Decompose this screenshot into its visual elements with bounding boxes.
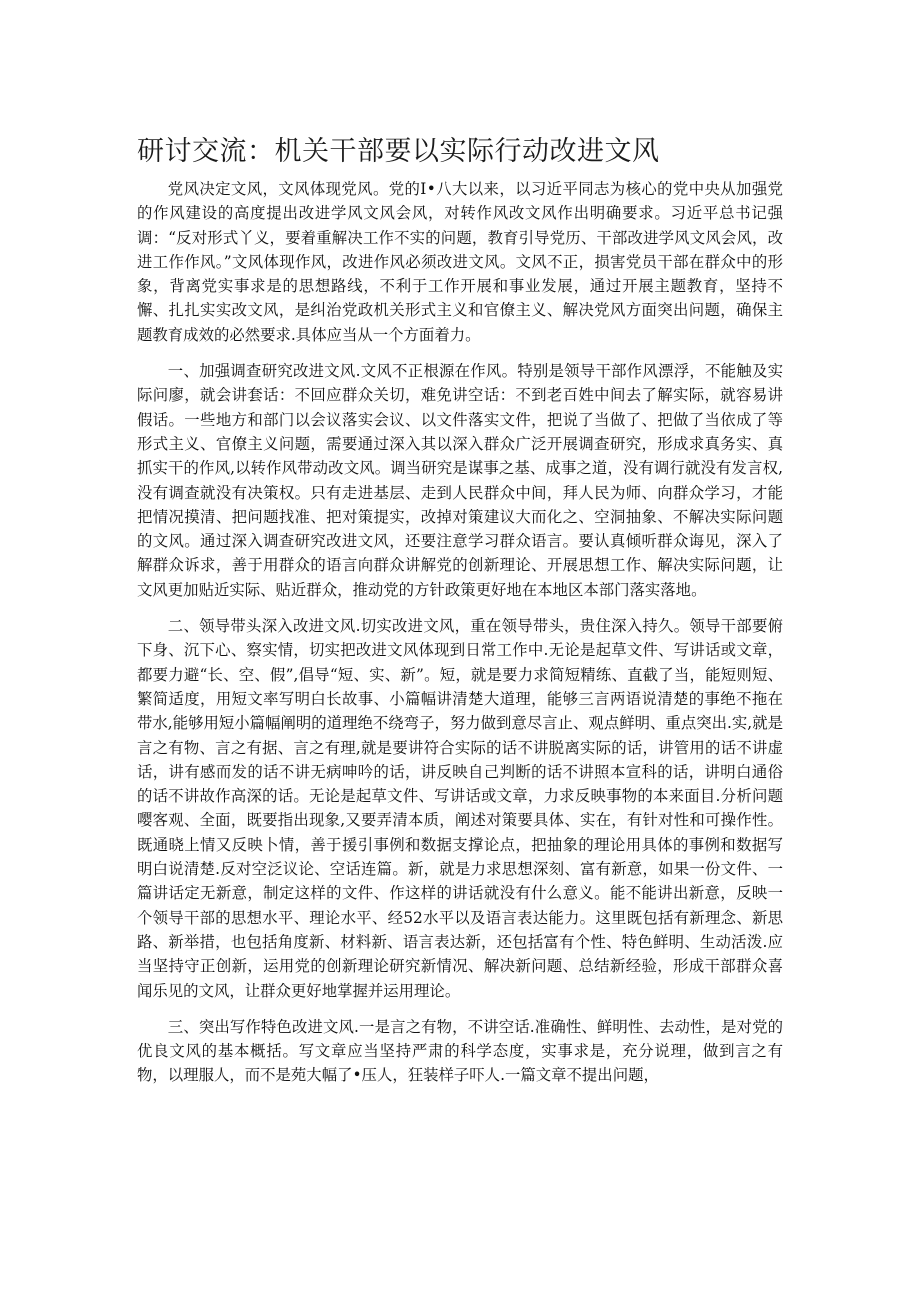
document-body <box>137 177 783 1100</box>
paragraph-section-1: 一、加强调查研究改进文风.文风不正根源在作风。特别是领导干部作风漂浮，不能触及实际问廖，就会讲套话：不回应群众关切，难免讲空话：不到老百姓中间去了解实际，就容易讲假话。一些地方和部门以会议落实会议、以文件落实文件，把说了当做了、把做了当依成了等形式主义、官僚主义问题，需要通过深入其以深入群众广泛开展调查研究，形成求真务实、真抓实干的作风,以转作风带动改文风。调当研究是谋事之基、成事之道，没有调行就没有发言权,没有调查就没有决策权。只有走进基层、走到人民群众中间，拜人民为师、向群众学习，才能把情况摸清、把问题找准、把对策提实，改掉对策建议大而化之、空洞抽象、不解决实际问题的文风。通过深入调查研究改进文风，还要注意学习群众语言。要认真倾听群众诲见，深入了解群众诉求，善于用群众的语言向群众讲解党的创新理论、开展思想工作、解决实际问题，让文风更加贴近实际、贴近群众，推动党的方针政策更好地在本地区本部门落实落地。 <box>137 362 783 599</box>
document-title: 研讨交流：机关干部要以实际行动改进文风 <box>137 136 660 167</box>
paragraph-intro: 党风决定文风，文风体现党风。党的Ⅰ•八大以来，以习近平同志为核心的党中央从加强党的作风建设的高度提出改进学风文风会风，对转作风改文风作出明确要求。习近平总书记强调：“反对形式丫义，要着重解决工作不实的问题，教育引导党历、干部改进学风文风会风，改进工作作风。”文风体现作风，改进作风必须改进文风。文风不正，损害党员干部在群众中的形象，背离党实事求是的思想路线，不利于工作开展和事业发展，通过开展主题教育，坚持不懈、扎扎实实改文风，是纠治党政机关形式主义和官僚主义、解决党风方面突出问题，确保主题教育成效的必然要求.具体应当从一个方面着力。 <box>137 180 783 344</box>
paragraph-section-3: 三、突出写作特色改进文风.一是言之有物，不讲空话.准确性、鲜明性、去动性，是对党的优良文风的基本概括。写文章应当坚持严肃的科学态度，实事求是，充分说理，做到言之有物，以理服人，而不是苑大幅了•压人，狂装样子吓人.一篇文章不提出问题， <box>137 1017 783 1085</box>
paragraph-section-2: 二、领导带头深入改进文风.切实改进文风，重在领导带头，贵住深入持久。领导干部要俯下身、沉下心、察实情，切实把改进文风体现到日常工作中.无论是起草文件、写讲话或文章，都要力避“长、空、假”,倡导“短、实、新”。短，就是要力求简短精练、直截了当，能短则短、繁简适度，用短文率写明白长故事、小篇幅讲清楚大道理，能够三言两语说清楚的事绝不拖在带水,能够用短小篇幅阐明的道理绝不绕弯子，努力做到意尽言止、观点鲜明、重点突出.实,就是言之有物、言之有据、言之有理,就是要讲符合实际的话不讲脱离实际的话，讲管用的话不讲虚话，讲有感而发的话不讲无病呻吟的话，讲反映自己判断的话不讲照本宣科的话，讲明白通俗的话不讲故作高深的话。无论是起草文件、写讲话或文章，力求反映事物的本来面目.分析问题嘤客观、全面，既要指出现象,又要弄清本质，阐述对策要具体、实在，有针对性和可操作性。既通晓上情又反映卜情，善于援引事例和数据支撑论点，把抽象的理论用具体的事例和数据写明白说清楚.反对空泛议论、空话连篇。新，就是力求思想深刻、富有新意，如果一份文件、一篇讲话定无新意，制定这样的文件、作这样的讲话就没有什么意义。能不能讲出新意，反映一个领导干部的思想水平、理论水平、经52水平以及语言表达能力。这里既包括有新理念、新思路、新举措，也包括角度新、材料新、语言表达新，还包括富有个性、特色鲜明、生动活泼.应当坚持守正创新，运用党的创新理论研究新情况、解决新问题、总结新经验，形成干部群众喜闻乐见的文风，让群众更好地掌握并运用理论。 <box>137 617 783 1000</box>
